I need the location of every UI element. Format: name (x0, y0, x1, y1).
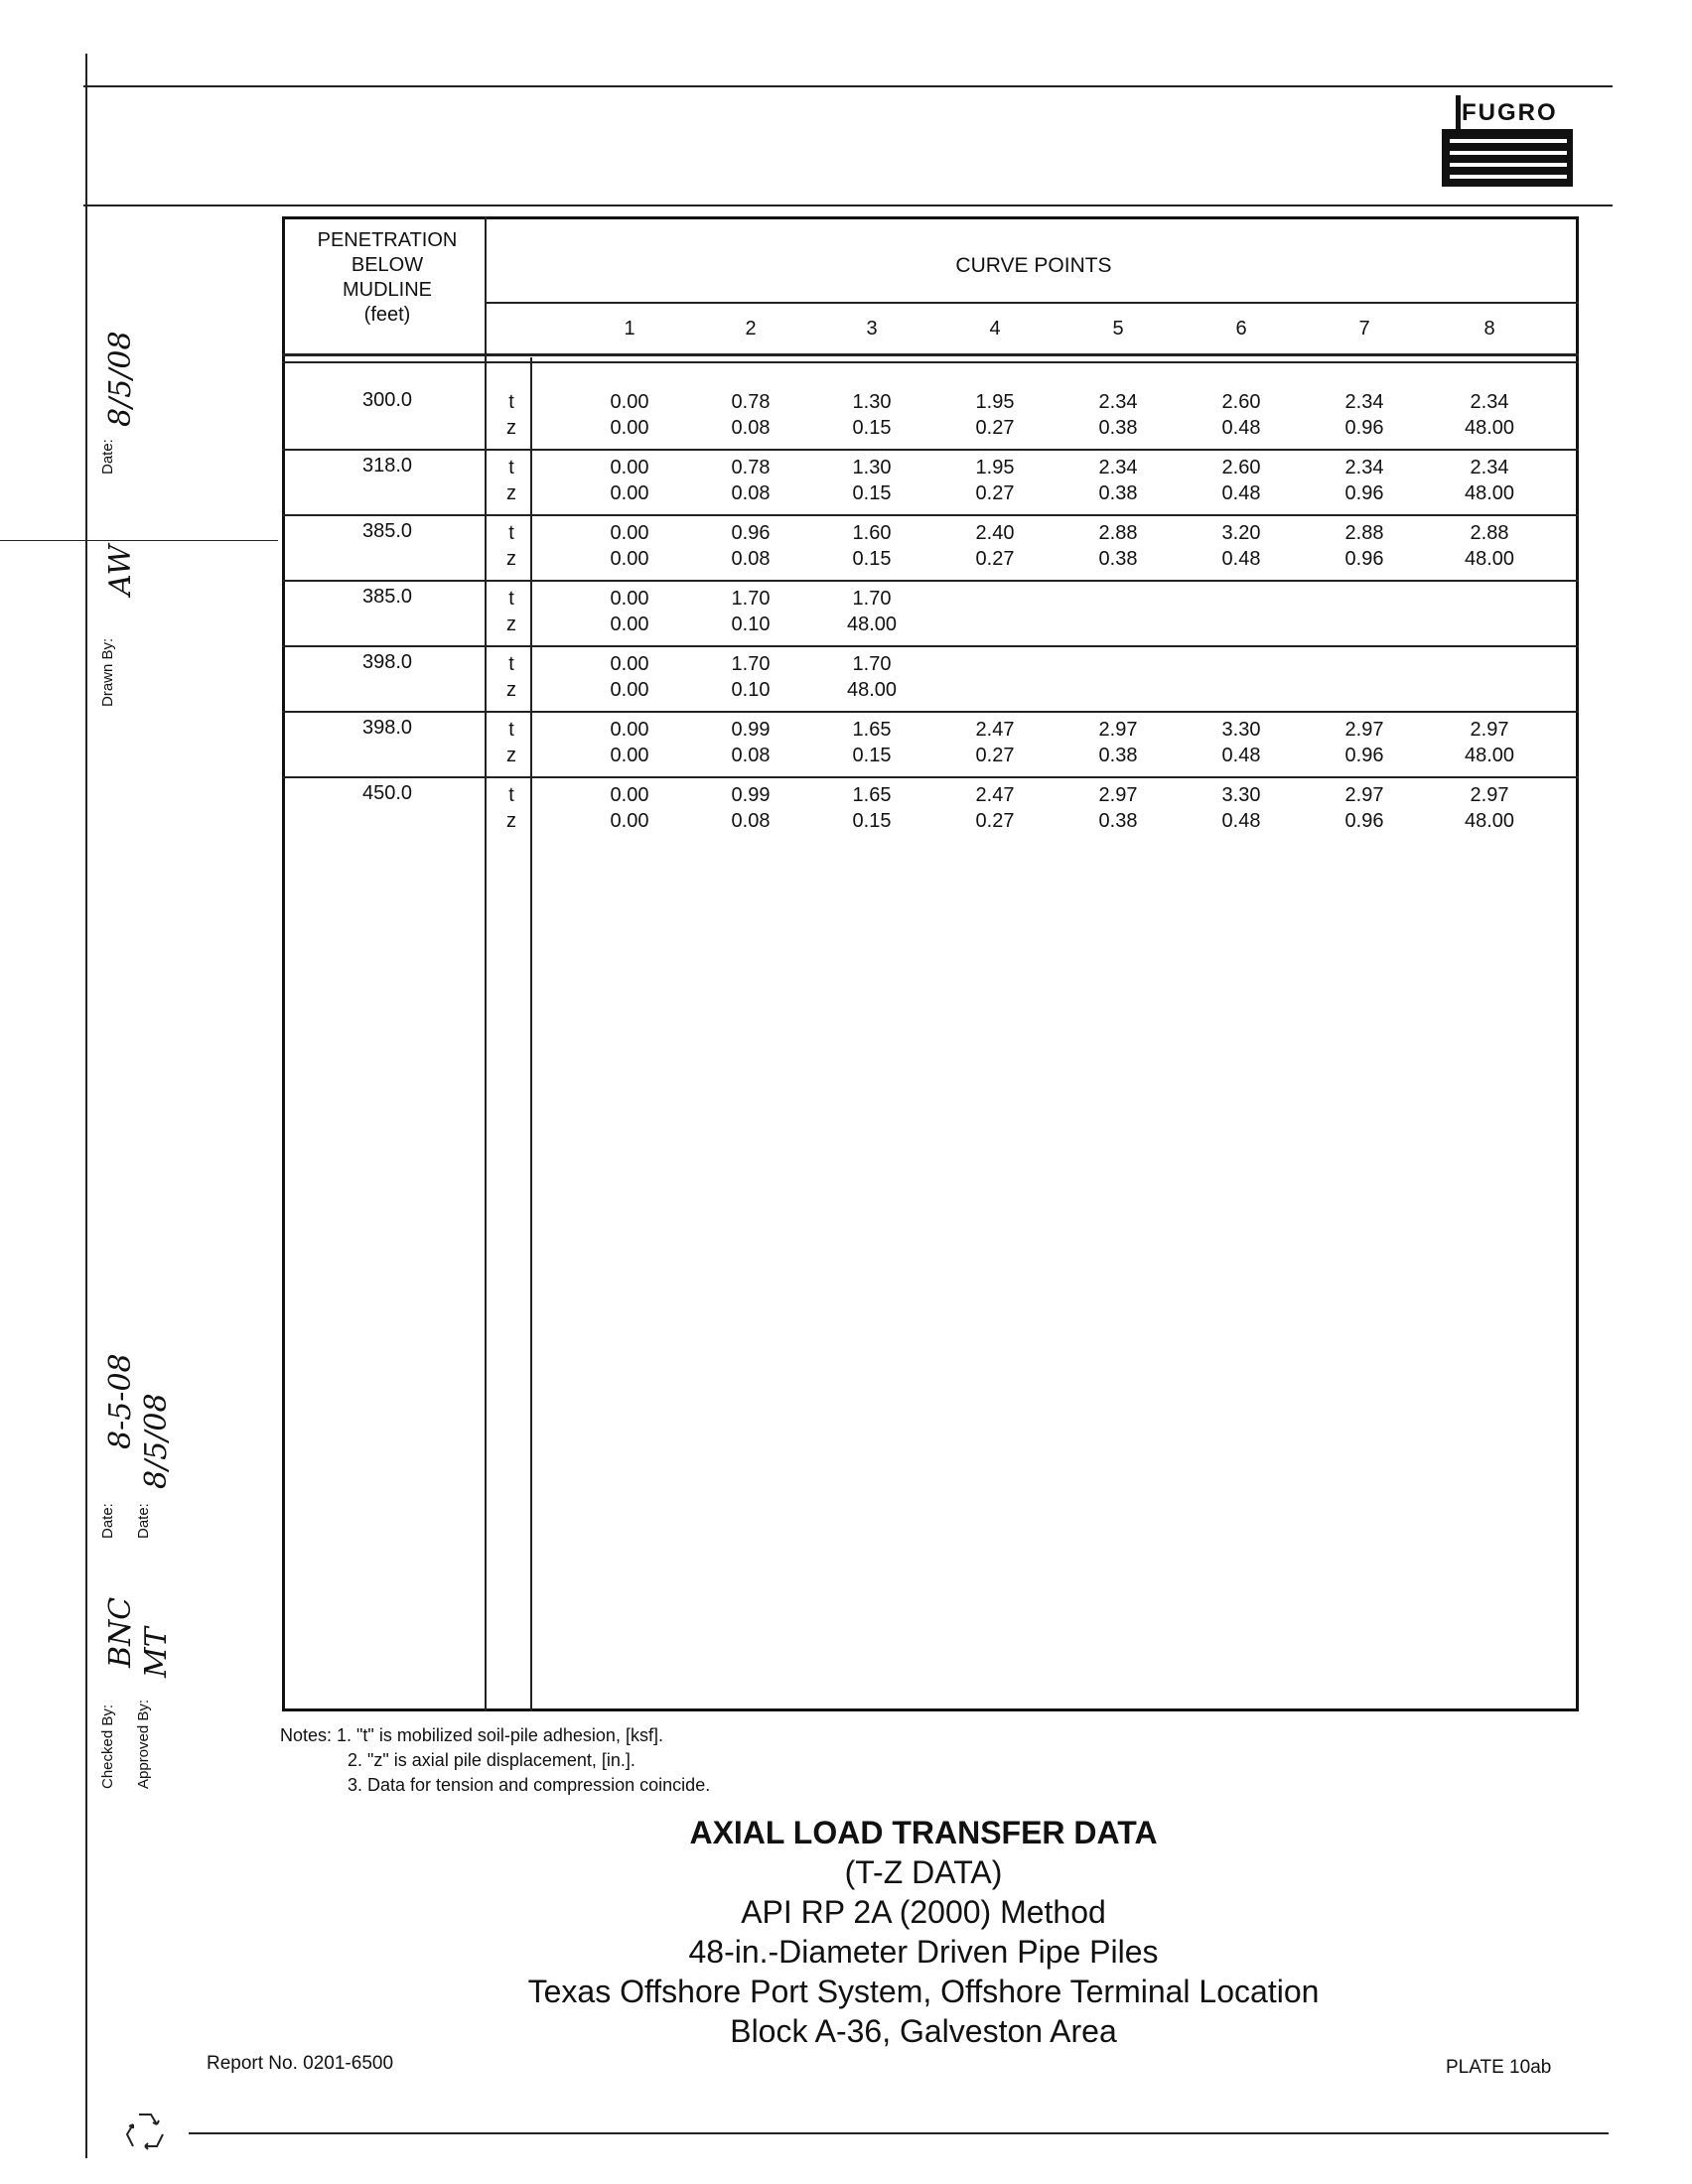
drawn-date-label: Date: (99, 439, 116, 475)
z-value: 0.27 (975, 810, 1015, 832)
curve-point-col-4: 4 (989, 318, 1001, 340)
t-value: 2.60 (1221, 391, 1261, 413)
t-value: 2.97 (1344, 719, 1384, 741)
curve-point-col-7: 7 (1358, 318, 1370, 340)
z-value: 48.00 (846, 614, 898, 635)
top-rule (83, 85, 1613, 87)
note-1: Notes: 1. "t" is mobilized soil-pile adhesion, [ksf]. (280, 1725, 663, 1745)
z-value: 0.00 (610, 482, 649, 504)
t-label: t (508, 588, 514, 610)
t-value: 2.34 (1098, 457, 1138, 478)
t-value: 0.00 (610, 784, 649, 806)
t-value: 1.65 (852, 719, 892, 741)
z-value: 0.96 (1344, 548, 1384, 570)
t-value: 2.97 (1098, 719, 1138, 741)
curve-point-col-5: 5 (1112, 318, 1124, 340)
report-number: Report No. 0201-6500 (207, 2053, 394, 2074)
logo-block (1442, 129, 1573, 187)
t-value: 0.00 (610, 457, 649, 478)
t-value: 0.00 (610, 653, 649, 675)
penetration-depth: 318.0 (361, 455, 413, 477)
t-value: 0.78 (731, 391, 771, 413)
t-value: 2.34 (1344, 457, 1384, 478)
col-divider-penetration (485, 216, 487, 1711)
t-value: 0.00 (610, 522, 649, 544)
t-value: 2.47 (975, 719, 1015, 741)
t-value: 3.30 (1221, 719, 1261, 741)
z-value: 0.27 (975, 548, 1015, 570)
z-value: 48.00 (846, 679, 898, 701)
t-value: 2.88 (1344, 522, 1384, 544)
t-value: 2.34 (1470, 391, 1509, 413)
z-value: 0.48 (1221, 810, 1261, 832)
side-divider-rule (0, 540, 278, 541)
z-value: 0.15 (852, 810, 892, 832)
t-label: t (508, 457, 514, 478)
t-label: t (508, 391, 514, 413)
curve-point-col-6: 6 (1235, 318, 1247, 340)
z-value: 0.38 (1098, 548, 1138, 570)
z-value: 0.38 (1098, 482, 1138, 504)
logo-text: FUGRO (1462, 99, 1558, 126)
t-value: 1.65 (852, 784, 892, 806)
z-value: 48.00 (1464, 482, 1515, 504)
title-line-2: API RP 2A (2000) Method (741, 1894, 1106, 1930)
t-value: 0.99 (731, 784, 771, 806)
z-value: 0.27 (975, 482, 1015, 504)
header-inner-rule (485, 302, 1579, 304)
t-value: 1.70 (852, 588, 892, 610)
z-value: 0.08 (731, 417, 771, 439)
t-label: t (508, 653, 514, 675)
z-label: z (506, 417, 516, 439)
approved-by-signature: MT (139, 1627, 174, 1678)
z-value: 0.10 (731, 614, 771, 635)
t-label: t (508, 719, 514, 741)
z-value: 48.00 (1464, 548, 1515, 570)
penetration-depth: 385.0 (361, 520, 413, 542)
t-label: t (508, 522, 514, 544)
header-bottom-rule (282, 353, 1579, 356)
t-value: 1.70 (731, 588, 771, 610)
drawn-by-signature: AW (103, 544, 138, 596)
z-label: z (506, 679, 516, 701)
t-value: 2.97 (1098, 784, 1138, 806)
z-value: 0.00 (610, 745, 649, 766)
checked-date-label: Date: (99, 1503, 116, 1539)
z-value: 0.08 (731, 548, 771, 570)
penetration-depth: 385.0 (361, 586, 413, 608)
t-value: 2.97 (1470, 719, 1509, 741)
z-value: 48.00 (1464, 810, 1515, 832)
curve-point-col-1: 1 (624, 318, 635, 340)
checked-by-signature: BNC (103, 1596, 138, 1668)
z-value: 0.38 (1098, 745, 1138, 766)
z-value: 0.48 (1221, 417, 1261, 439)
z-value: 0.48 (1221, 482, 1261, 504)
z-value: 0.00 (610, 679, 649, 701)
note-2: 2. "z" is axial pile displacement, [in.]. (348, 1750, 635, 1770)
row-separator (282, 711, 1579, 713)
t-value: 2.34 (1470, 457, 1509, 478)
t-value: 2.88 (1098, 522, 1138, 544)
t-value: 1.60 (852, 522, 892, 544)
z-label: z (506, 614, 516, 635)
approved-date-label: Date: (135, 1503, 152, 1539)
t-value: 0.99 (731, 719, 771, 741)
penetration-header: PENETRATION BELOW MUDLINE (feet) (317, 229, 458, 326)
col-divider-tz (530, 357, 532, 1711)
z-value: 0.38 (1098, 417, 1138, 439)
z-value: 0.08 (731, 810, 771, 832)
z-label: z (506, 482, 516, 504)
t-value: 1.30 (852, 457, 892, 478)
drawn-date-signature: 8/5/08 (103, 331, 138, 427)
z-value: 0.00 (610, 614, 649, 635)
title-main: AXIAL LOAD TRANSFER DATA (689, 1815, 1158, 1850)
z-value: 0.96 (1344, 482, 1384, 504)
recycle-icon (117, 2105, 173, 2160)
title-line-4: Texas Offshore Port System, Offshore Terminal Location (527, 1974, 1320, 2009)
title-line-1: (T-Z DATA) (844, 1854, 1003, 1890)
bottom-rule (189, 2132, 1609, 2134)
t-value: 2.34 (1098, 391, 1138, 413)
z-label: z (506, 810, 516, 832)
t-value: 1.95 (975, 391, 1015, 413)
z-value: 0.27 (975, 417, 1015, 439)
t-value: 1.70 (731, 653, 771, 675)
notes (280, 1723, 710, 1798)
z-value: 48.00 (1464, 745, 1515, 766)
row-separator (282, 776, 1579, 778)
checked-date-signature: 8-5-08 (103, 1353, 138, 1449)
approved-date-signature: 8/5/08 (139, 1393, 174, 1489)
title-line-3: 48-in.-Diameter Driven Pipe Piles (688, 1934, 1159, 1970)
curve-point-col-2: 2 (745, 318, 757, 340)
curve-point-col-3: 3 (866, 318, 878, 340)
drawn-by-label: Drawn By: (99, 637, 116, 707)
t-value: 2.97 (1344, 784, 1384, 806)
approved-by-label: Approved By: (135, 1699, 152, 1789)
z-value: 0.10 (731, 679, 771, 701)
z-value: 0.08 (731, 482, 771, 504)
t-value: 3.20 (1221, 522, 1261, 544)
penetration-depth: 398.0 (361, 651, 413, 673)
z-value: 0.27 (975, 745, 1015, 766)
t-value: 0.00 (610, 588, 649, 610)
t-value: 2.97 (1470, 784, 1509, 806)
header-bottom-rule-2 (282, 361, 1579, 363)
z-value: 0.96 (1344, 745, 1384, 766)
z-value: 0.00 (610, 417, 649, 439)
t-value: 0.00 (610, 391, 649, 413)
z-value: 48.00 (1464, 417, 1515, 439)
z-value: 0.00 (610, 810, 649, 832)
title-block (377, 1813, 1470, 2051)
row-separator (282, 645, 1579, 647)
row-separator (282, 580, 1579, 582)
t-value: 0.00 (610, 719, 649, 741)
header-rule (83, 205, 1613, 206)
t-value: 1.70 (852, 653, 892, 675)
z-value: 0.48 (1221, 745, 1261, 766)
left-margin-rule (85, 54, 87, 2158)
penetration-depth: 300.0 (361, 389, 413, 411)
curve-points-header: CURVE POINTS (955, 254, 1112, 277)
z-value: 0.48 (1221, 548, 1261, 570)
z-value: 0.96 (1344, 417, 1384, 439)
z-value: 0.08 (731, 745, 771, 766)
row-separator (282, 514, 1579, 516)
plate-number: PLATE 10ab (1446, 2057, 1552, 2078)
fugro-logo (1442, 95, 1573, 191)
row-separator (282, 449, 1579, 451)
z-value: 0.00 (610, 548, 649, 570)
z-value: 0.15 (852, 745, 892, 766)
t-value: 2.40 (975, 522, 1015, 544)
t-value: 1.30 (852, 391, 892, 413)
penetration-depth: 450.0 (361, 782, 413, 804)
z-value: 0.15 (852, 548, 892, 570)
t-value: 1.95 (975, 457, 1015, 478)
t-value: 2.88 (1470, 522, 1509, 544)
z-label: z (506, 745, 516, 766)
t-label: t (508, 784, 514, 806)
t-value: 0.96 (731, 522, 771, 544)
curve-point-col-8: 8 (1483, 318, 1495, 340)
penetration-depth: 398.0 (361, 717, 413, 739)
checked-by-label: Checked By: (99, 1704, 116, 1789)
note-3: 3. Data for tension and compression coincide. (348, 1775, 711, 1795)
t-value: 3.30 (1221, 784, 1261, 806)
title-line-5: Block A-36, Galveston Area (730, 2013, 1117, 2049)
z-value: 0.15 (852, 482, 892, 504)
t-value: 2.34 (1344, 391, 1384, 413)
t-value: 2.60 (1221, 457, 1261, 478)
z-label: z (506, 548, 516, 570)
z-value: 0.15 (852, 417, 892, 439)
t-value: 0.78 (731, 457, 771, 478)
z-value: 0.38 (1098, 810, 1138, 832)
t-value: 2.47 (975, 784, 1015, 806)
z-value: 0.96 (1344, 810, 1384, 832)
